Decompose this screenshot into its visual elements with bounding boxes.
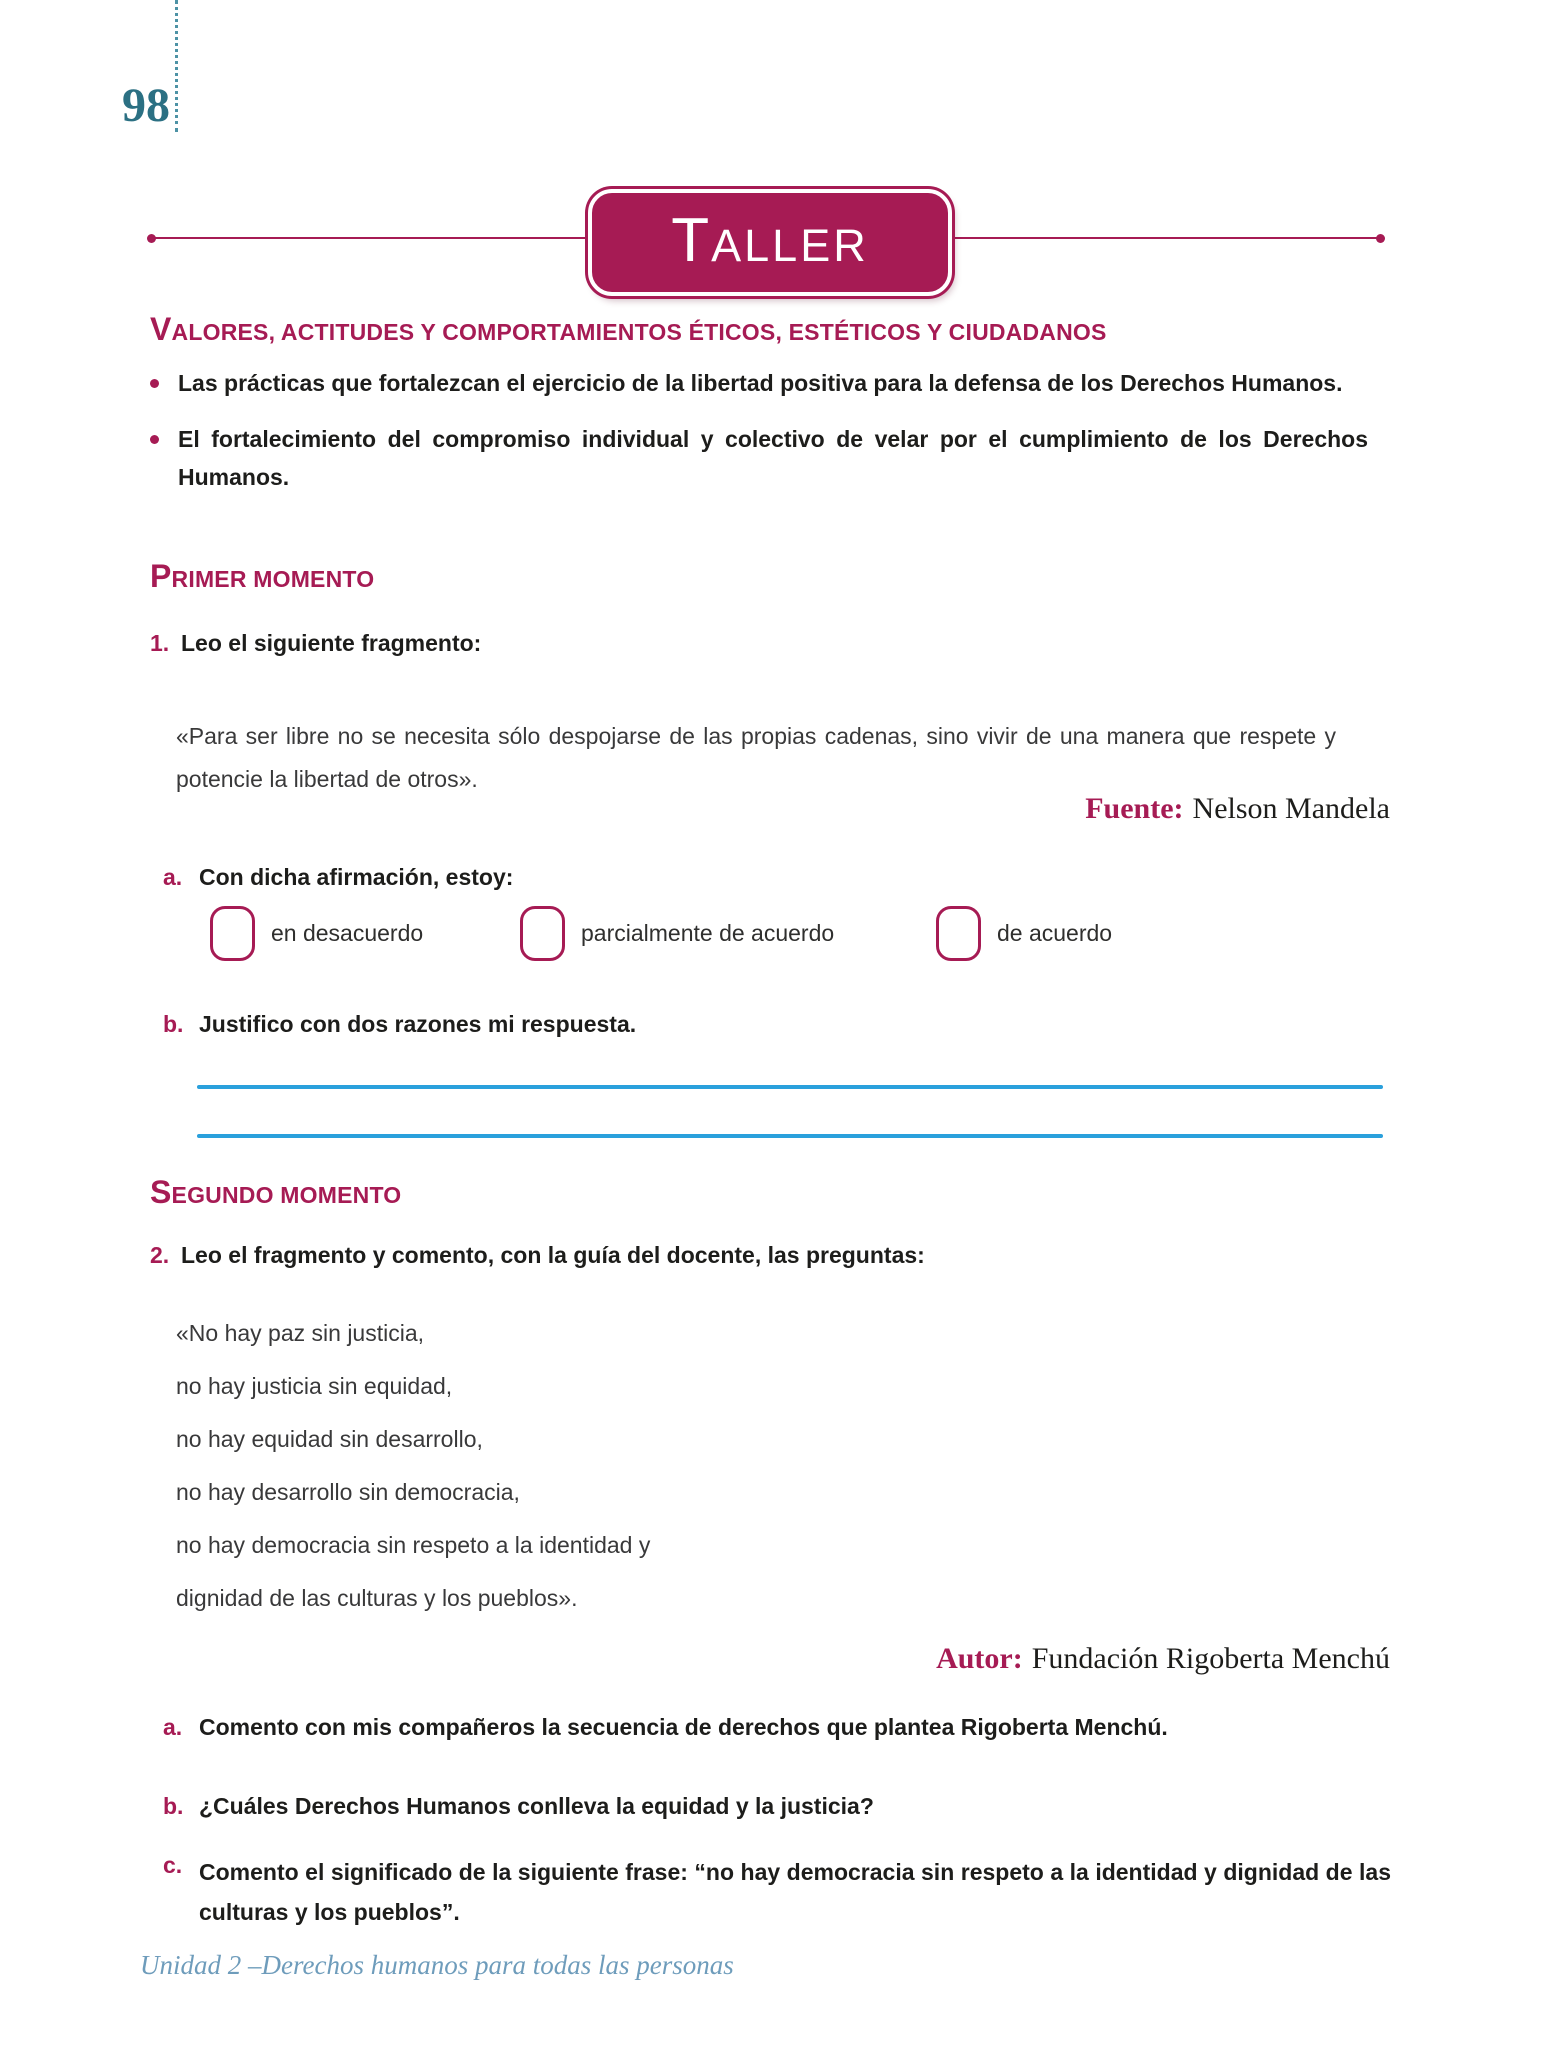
item-letter: b. — [163, 1793, 184, 1819]
bullet-dot-icon — [150, 435, 159, 444]
section-heading-primer-momento: PRIMER MOMENTO — [150, 558, 375, 594]
item-letter: a. — [163, 864, 183, 890]
item-2b — [163, 1793, 1403, 1820]
bullet-item — [150, 364, 1368, 402]
poem-line: no hay desarrollo sin democracia, — [176, 1479, 520, 1505]
item-text: Justifico con dos razones mi respuesta. — [199, 1011, 637, 1037]
checkbox-option-agree — [936, 906, 1112, 961]
item-number: 1. — [150, 630, 170, 656]
item-text: Comento el significado de la siguiente frase: “no hay democracia sin respeto a la identidad y dignidad de las culturas y los pueblos”. — [199, 1859, 1391, 1925]
bullet-item — [150, 420, 1368, 496]
poem-line: dignidad de las culturas y los pueblos». — [176, 1585, 578, 1611]
bullet-dot-icon — [150, 379, 159, 388]
poem-block — [176, 1322, 650, 1640]
option-label: de acuerdo — [997, 920, 1113, 946]
item-letter: a. — [163, 1714, 183, 1740]
item-number: 2. — [150, 1242, 170, 1268]
item-letter: c. — [163, 1852, 183, 1878]
checkbox[interactable] — [210, 906, 255, 961]
author-label: Autor: — [936, 1642, 1023, 1675]
divider-dot-left-icon — [147, 234, 156, 243]
item-text: Con dicha afirmación, estoy: — [199, 864, 514, 890]
item-2c — [163, 1852, 1403, 1932]
divider-dot-right-icon — [1376, 234, 1385, 243]
option-label: parcialmente de acuerdo — [581, 920, 835, 946]
item-text: Comento con mis compañeros la secuencia de derechos que plantea Rigoberta Menchú. — [199, 1714, 1168, 1740]
margin-dotted-line — [175, 0, 178, 132]
section-heading-segundo-momento: SEGUNDO MOMENTO — [150, 1174, 402, 1210]
item-1 — [150, 630, 481, 657]
poem-line: no hay equidad sin desarrollo, — [176, 1426, 483, 1452]
checkbox-option-partially-agree — [520, 906, 834, 961]
item-text: ¿Cuáles Derechos Humanos conlleva la equidad y la justicia? — [199, 1793, 874, 1819]
checkbox[interactable] — [520, 906, 565, 961]
badge-title-rest: ALLER — [711, 220, 869, 271]
answer-line[interactable] — [197, 1134, 1383, 1138]
footer-unit-label: Unidad 2 –Derechos humanos para todas las personas — [140, 1950, 734, 1980]
item-a — [163, 864, 513, 891]
taller-badge — [588, 189, 952, 296]
item-text: Leo el fragmento y comento, con la guía del docente, las preguntas: — [181, 1242, 925, 1268]
source-line — [1085, 792, 1390, 826]
poem-line: no hay justicia sin equidad, — [176, 1373, 453, 1399]
author-name: Fundación Rigoberta Menchú — [1031, 1642, 1390, 1675]
badge-title-initial: T — [671, 206, 712, 275]
item-2 — [150, 1242, 925, 1269]
source-label: Fuente: — [1085, 792, 1184, 825]
item-text: Leo el siguiente fragmento: — [181, 630, 482, 656]
bullet-text: Las prácticas que fortalezcan el ejercicio de la libertad positiva para la defensa de los Derechos Humanos. — [178, 370, 1343, 396]
item-2a — [163, 1714, 1403, 1741]
author-line — [936, 1642, 1390, 1676]
bullet-text: El fortalecimiento del compromiso individual y colectivo de velar por el cumplimiento de los Derechos Humanos. — [178, 426, 1368, 490]
values-bullet-list — [150, 364, 1368, 514]
checkbox[interactable] — [936, 906, 981, 961]
source-name: Nelson Mandela — [1192, 792, 1390, 825]
poem-line: no hay democracia sin respeto a la identidad y — [176, 1532, 651, 1558]
checkbox-option-disagree — [210, 906, 423, 961]
page-number: 98 — [122, 79, 170, 132]
option-label: en desacuerdo — [271, 920, 424, 946]
item-letter: b. — [163, 1011, 184, 1037]
item-b — [163, 1011, 636, 1038]
quote-paragraph: «Para ser libre no se necesita sólo despojarse de las propias cadenas, sino vivir de una manera que respete y potencie la libertad de otros». — [176, 723, 1336, 792]
poem-line: «No hay paz sin justicia, — [176, 1320, 425, 1346]
answer-line[interactable] — [197, 1085, 1383, 1089]
values-heading: VALORES, ACTITUDES Y COMPORTAMIENTOS ÉTICOS, ESTÉTICOS Y CIUDADANOS — [150, 311, 1107, 347]
